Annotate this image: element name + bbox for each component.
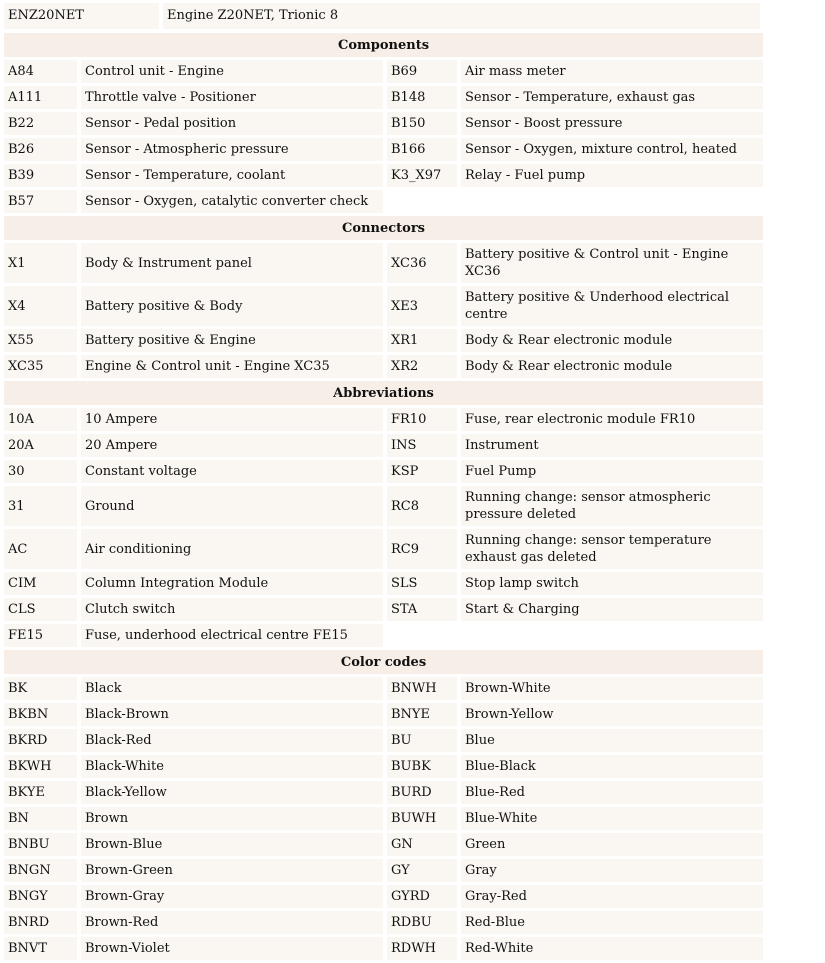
description-cell: Body & Instrument panel [81,243,383,283]
description-cell: Air conditioning [81,529,383,569]
section-header-connectors [4,216,763,240]
description-cell: Instrument [461,434,763,457]
code-cell: B22 [4,112,77,135]
description-cell: Brown-Yellow [461,703,763,726]
code-cell: BUBK [387,755,457,778]
description-cell: Brown-Violet [81,937,383,960]
description-cell: Fuse, rear electronic module FR10 [461,408,763,431]
code-cell: 20A [4,434,77,457]
code-cell: BKRD [4,729,77,752]
table-row [4,859,763,882]
code-cell: XC36 [387,243,457,283]
code-cell: BNVT [4,937,77,960]
code-cell: X55 [4,329,77,352]
section-header-abbreviations [4,381,763,405]
description-cell: Gray-Red [461,885,763,908]
table-row [4,729,763,752]
description-cell: Engine & Control unit - Engine XC35 [81,355,383,378]
description-cell: Blue-Black [461,755,763,778]
description-cell: Column Integration Module [81,572,383,595]
code-cell: A111 [4,86,77,109]
code-cell: GN [387,833,457,856]
code-cell: RC9 [387,529,457,569]
table-row [4,86,763,109]
code-cell: B148 [387,86,457,109]
code-cell: BKBN [4,703,77,726]
table-row [4,486,763,526]
description-cell: Throttle valve - Positioner [81,86,383,109]
section-title: Connectors [4,216,763,240]
description-cell: Relay - Fuel pump [461,164,763,187]
code-cell: XR1 [387,329,457,352]
description-cell: Blue-Red [461,781,763,804]
code-cell: BUWH [387,807,457,830]
description-cell: Control unit - Engine [81,60,383,83]
code-cell: XE3 [387,286,457,326]
description-cell: Black-Brown [81,703,383,726]
description-cell: Black-Yellow [81,781,383,804]
description-cell: Green [461,833,763,856]
code-cell: XR2 [387,355,457,378]
code-cell: BKYE [4,781,77,804]
table-row [4,529,763,569]
table-row [4,598,763,621]
document-header [4,3,760,29]
code-cell: BNGN [4,859,77,882]
description-cell: Brown-Green [81,859,383,882]
code-cell: BURD [387,781,457,804]
code-cell: INS [387,434,457,457]
code-cell: RDBU [387,911,457,934]
description-cell: Running change: sensor atmospheric pressure deleted [461,486,763,526]
code-cell: K3_X97 [387,164,457,187]
description-cell: Fuel Pump [461,460,763,483]
description-cell: Brown-Red [81,911,383,934]
description-cell: Sensor - Atmospheric pressure [81,138,383,161]
code-cell: B57 [4,190,77,213]
code-cell: 30 [4,460,77,483]
description-cell: Battery positive & Control unit - Engine XC36 [461,243,763,283]
empty-cell [387,624,457,647]
table-row [4,243,763,283]
code-cell: FE15 [4,624,77,647]
table-row [4,572,763,595]
description-cell: Gray [461,859,763,882]
code-cell: AC [4,529,77,569]
code-cell: BU [387,729,457,752]
description-cell: Battery positive & Engine [81,329,383,352]
description-cell: Blue-White [461,807,763,830]
table-row [4,138,763,161]
code-cell: GYRD [387,885,457,908]
code-cell: RC8 [387,486,457,526]
header-code: ENZ20NET [8,8,84,23]
table-row [4,434,763,457]
description-cell: Black [81,677,383,700]
description-cell: Brown-White [461,677,763,700]
table-row [4,355,763,378]
description-cell: Start & Charging [461,598,763,621]
code-cell: B39 [4,164,77,187]
code-cell: A84 [4,60,77,83]
header-code-cell [4,3,159,29]
description-cell: Sensor - Temperature, exhaust gas [461,86,763,109]
code-cell: STA [387,598,457,621]
description-cell: Body & Rear electronic module [461,355,763,378]
description-cell: Red-White [461,937,763,960]
empty-cell [461,624,763,647]
code-cell: CLS [4,598,77,621]
code-cell: FR10 [387,408,457,431]
description-cell: Air mass meter [461,60,763,83]
description-cell: Battery positive & Underhood electrical centre [461,286,763,326]
description-cell: Brown-Blue [81,833,383,856]
code-cell: 10A [4,408,77,431]
code-cell: GY [387,859,457,882]
table-row [4,781,763,804]
section-title: Abbreviations [4,381,763,405]
table-row [4,112,763,135]
code-cell: X4 [4,286,77,326]
description-cell: Black-Red [81,729,383,752]
table-row [4,408,763,431]
code-cell: B150 [387,112,457,135]
code-cell: SLS [387,572,457,595]
description-cell: Sensor - Oxygen, mixture control, heated [461,138,763,161]
table-row [4,460,763,483]
table-row [4,60,763,83]
code-cell: X1 [4,243,77,283]
section-title: Components [4,33,763,57]
table-row [4,703,763,726]
empty-cell [461,190,763,213]
section-header-colors [4,650,763,674]
description-cell: Body & Rear electronic module [461,329,763,352]
table-row [4,755,763,778]
table-row [4,937,763,960]
table-row [4,164,763,187]
section-header-components [4,33,763,57]
code-cell: XC35 [4,355,77,378]
description-cell: Sensor - Boost pressure [461,112,763,135]
code-cell: BNGY [4,885,77,908]
header-name: Engine Z20NET, Trionic 8 [167,8,339,23]
description-cell: Constant voltage [81,460,383,483]
description-cell: Brown-Gray [81,885,383,908]
description-cell: Sensor - Pedal position [81,112,383,135]
reference-table [4,30,763,963]
code-cell: BNBU [4,833,77,856]
table-row [4,885,763,908]
description-cell: Fuse, underhood electrical centre FE15 [81,624,383,647]
code-cell: B166 [387,138,457,161]
header-name-cell [163,3,760,29]
description-cell: 20 Ampere [81,434,383,457]
code-cell: RDWH [387,937,457,960]
code-cell: B69 [387,60,457,83]
table-row [4,807,763,830]
description-cell: Clutch switch [81,598,383,621]
description-cell: Sensor - Oxygen, catalytic converter check [81,190,383,213]
table-row [4,624,763,647]
description-cell: 10 Ampere [81,408,383,431]
code-cell: 31 [4,486,77,526]
code-cell: CIM [4,572,77,595]
description-cell: Running change: sensor temperature exhaust gas deleted [461,529,763,569]
section-title: Color codes [4,650,763,674]
description-cell: Stop lamp switch [461,572,763,595]
code-cell: BKWH [4,755,77,778]
code-cell: BNWH [387,677,457,700]
description-cell: Ground [81,486,383,526]
code-cell: BN [4,807,77,830]
table-row [4,286,763,326]
empty-cell [387,190,457,213]
code-cell: B26 [4,138,77,161]
table-row [4,190,763,213]
table-row [4,677,763,700]
description-cell: Brown [81,807,383,830]
code-cell: BK [4,677,77,700]
table-row [4,833,763,856]
code-cell: KSP [387,460,457,483]
code-cell: BNRD [4,911,77,934]
table-row [4,329,763,352]
code-cell: BNYE [387,703,457,726]
description-cell: Blue [461,729,763,752]
description-cell: Black-White [81,755,383,778]
description-cell: Battery positive & Body [81,286,383,326]
description-cell: Red-Blue [461,911,763,934]
table-row [4,911,763,934]
description-cell: Sensor - Temperature, coolant [81,164,383,187]
